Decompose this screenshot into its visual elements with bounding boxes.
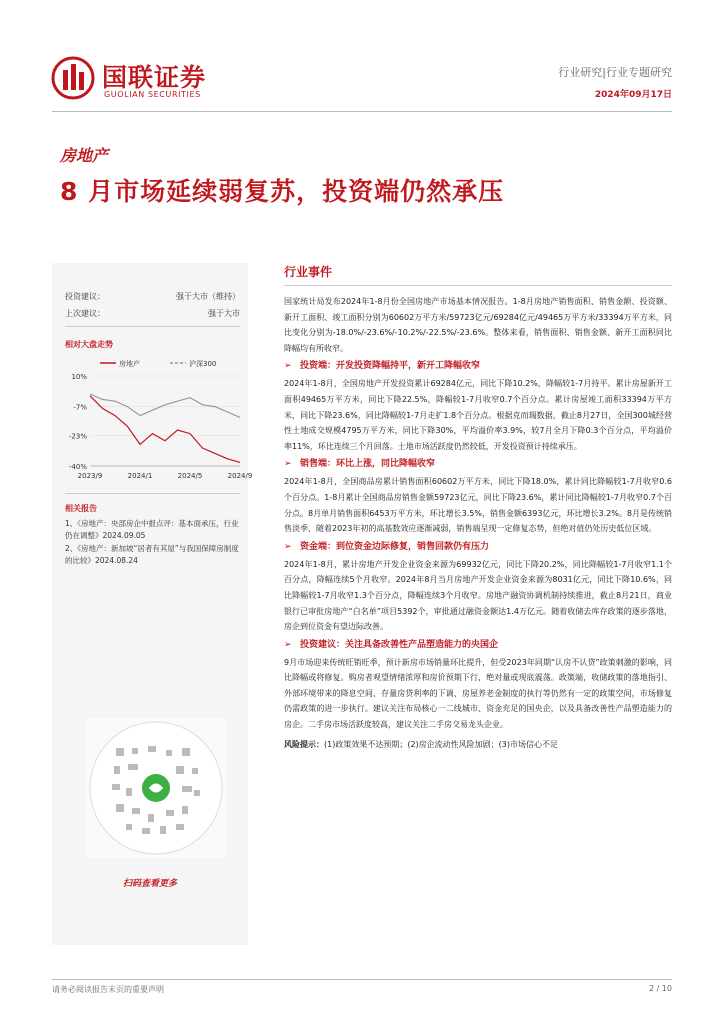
previous-rating-row <box>65 308 240 319</box>
header-divider <box>52 111 672 112</box>
footer-disclaimer[interactable]: 请务必阅读报告末页的重要声明 <box>52 985 164 994</box>
sidebar <box>52 263 253 945</box>
subsection-title <box>284 457 672 472</box>
footer-divider <box>52 979 672 980</box>
risk-warning <box>284 737 672 752</box>
related-reports-list <box>65 518 243 568</box>
page-number: 2 / 10 <box>648 984 672 993</box>
industry-label: 房地产 <box>60 146 109 165</box>
subsection-title-text: 投资端：开发投资降幅持平，新开工降幅收窄 <box>300 361 481 372</box>
risk-label: 风险提示： <box>284 739 324 749</box>
chart-svg <box>60 354 253 484</box>
arrow-bullet-icon: ➢ <box>284 361 292 372</box>
subsection-paragraph: 2024年1-8月，累计房地产开发企业资金来源为69932亿元，同比下降20.2%，同比降幅较1-7月收窄1.1个百分点，降幅连续5个月收窄。2024年8月当月房地产开发企业资金来源为8031亿元，同比下降10.6%，同比降幅较1-7月收窄1.3个百分点，降幅连续3个月收窄。房地产融资协调机制持续推进，截止8月21日，商业银行已审批房地产“白名单”项目5392个，审批通过融资金额达1.4万亿元。随着收储去库存政策的逐步落地，房企到位资金有望边际改善。 <box>284 559 672 632</box>
sidebar-divider <box>65 326 240 327</box>
main-content <box>284 263 672 752</box>
rating-label: 投资建议： <box>65 292 105 301</box>
x-tick-label: 2024/5 <box>177 472 203 480</box>
y-tick-label: 10% <box>71 373 87 381</box>
logo-text-en: GUOLIAN SECURITIES <box>104 90 201 99</box>
previous-rating-value: 强于大市 <box>208 309 240 318</box>
relative-performance-chart <box>60 354 253 484</box>
x-tick-label: 2023/9 <box>77 472 103 480</box>
logo-mark-icon <box>52 56 94 100</box>
subsection-title-text: 投资建议：关注具备改善性产品塑造能力的央国企 <box>300 639 499 650</box>
intro-paragraph: 国家统计局发布2024年1-8月份全国房地产市场基本情况报告。1-8月房地产销售面积、销售金额、投资额、新开工面积、竣工面积分别为60602万平方米/59723亿元/69284亿元/49465万平方米/33394万平方米，同比变化分别为-18.0%/-23.6%/-10.2%/-22.5%/-23.6%。整体来看，销售面积、销售金额、新开工面积同比降幅均有所收窄。 <box>284 297 672 353</box>
x-tick-label: 2024/1 <box>127 472 153 480</box>
related-report-item[interactable]: 2、《房地产：新加坡“居者有其屋”与我国保障房制度的比较》2024.08.24 <box>65 544 239 565</box>
subsection-title <box>284 359 672 374</box>
x-tick-label: 2024/9 <box>227 472 253 480</box>
subsection-title <box>284 540 672 555</box>
series-line <box>90 396 240 463</box>
qr-caption: 扫码查看更多 <box>122 879 177 889</box>
rating-value: 强于大市（维持） <box>176 292 240 301</box>
sidebar-divider <box>65 493 240 494</box>
arrow-bullet-icon: ➢ <box>284 541 292 552</box>
subsection-paragraph: 2024年1-8月，全国房地产开发投资累计69284亿元，同比下降10.2%，降幅较1-7月持平。累计房屋新开工面积49465万平方米，同比下降22.5%，降幅较1-7月收窄0.7个百分点。累计房屋竣工面积33394万平方米，同比下降23.6%，同比降幅较1-7月走扩1.8个百分点。根据克而瑞数据，截止8月27日，全国300城经营性土地成交规模4795万平方米，同比下降30%，平均溢价率3.9%，较7月全月下降0.3个百分点，平均溢价率11%，环比连续三个月回落。土地市场活跃度仍然较低，开发投资预计持续承压。 <box>284 379 672 451</box>
related-report-item[interactable]: 1、《房地产：央部房企中报点评：基本面承压，行业仍在调整》2024.09.05 <box>65 519 239 540</box>
arrow-bullet-icon: ➢ <box>284 459 292 470</box>
report-date: 2024年09月17日 <box>594 90 672 100</box>
chart-heading: 相对大盘走势 <box>65 340 113 349</box>
arrow-bullet-icon: ➢ <box>284 639 292 650</box>
y-tick-label: -7% <box>73 403 87 412</box>
rating-row <box>65 291 240 302</box>
previous-rating-label: 上次建议： <box>65 309 105 318</box>
section-heading: 行业事件 <box>284 263 672 286</box>
logo-text-cn: 国联证券 <box>102 63 207 92</box>
risk-text: (1)政策效果不达预期；(2)房企流动性风险加剧；(3)市场信心不足 <box>324 739 558 749</box>
related-reports-heading: 相关报告 <box>65 504 97 513</box>
y-tick-label: -40% <box>68 463 87 471</box>
document-type: 行业研究|行业专题研究 <box>558 66 672 79</box>
report-title: 8 月市场延续弱复苏，投资端仍然承压 <box>60 177 505 206</box>
qr-code-icon[interactable] <box>86 718 226 858</box>
legend-label: 沪深300 <box>189 360 217 368</box>
y-tick-label: -23% <box>68 432 87 441</box>
company-logo <box>52 54 272 104</box>
subsection-title-text: 销售端：环比上涨，同比降幅收窄 <box>300 459 436 470</box>
subsection-title <box>284 638 672 653</box>
subsection-paragraph: 2024年1-8月，全国商品房累计销售面积60602万平方米，同比下降18.0%，累计同比降幅较1-7月收窄0.6个百分点。1-8月累计全国商品房销售金额59723亿元，同比下降23.6%，累计同比降幅较1-7月收窄0.7个百分点。8月单月销售面积6453万平方米，环比增长3.5%，销售金额6393亿元，环比增长3.2%。8月是传统销售淡季，随着2023年初的高基数效应逐渐减弱，销售端呈现一定修复态势，但绝对值仍处历史低位区域。 <box>284 477 672 534</box>
subsection-paragraph: 9月市场迎来传统旺销旺季，预计新房市场销量环比提升，但受2023年同期“认房不认贷”政策刺激的影响，同比降幅或将修复。购房者观望情绪浓厚和房价预期下行，绝对量或现底震荡。政策端，收储政策的落地指引、外部环境带来的降息空间、存量房贷利率的下调、房屋养老金制度的执行等仍然有一定的政策空间，市场修复仍需政策的进一步执行。建议关注布局核心一二线城市、资金充足的国央企，以及具备改善性产品塑造能力的房企。二手房市场活跃度较高，建议关注二手房交易龙头企业。 <box>284 657 672 730</box>
legend-label: 房地产 <box>119 360 140 368</box>
subsection-title-text: 资金端：到位资金边际修复，销售回款仍有压力 <box>300 541 490 552</box>
